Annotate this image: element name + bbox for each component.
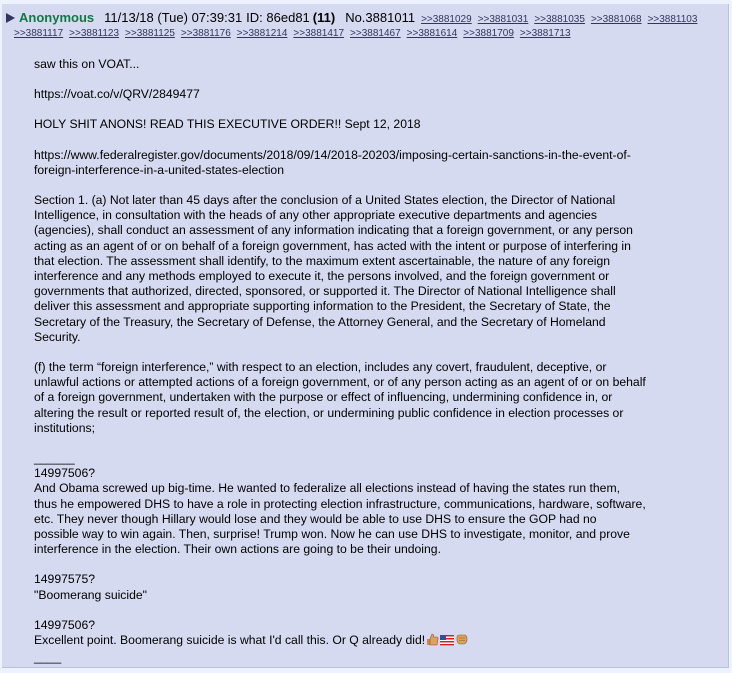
message-line: [34, 588, 694, 603]
message-line-text: governments that authorized, directed, sponsored, or supported it. The Director of National Intelligence shall: [34, 284, 616, 299]
blank-line: [34, 603, 694, 618]
blank-line: [34, 345, 694, 360]
blank-line: [34, 72, 694, 87]
message-line: [34, 87, 694, 102]
message-line-text: Intelligence, in consultation with the heads of any other appropriate executive departments and agencies: [34, 208, 598, 223]
post-header: [6, 9, 726, 28]
reply-link[interactable]: >>3881035: [534, 14, 585, 25]
message-line-text: Section 1. (a) Not later than 45 days after the conclusion of a United States election, the Director of National: [34, 193, 616, 208]
blank-line: [34, 102, 694, 117]
poster-id[interactable]: ID: 86ed81: [246, 10, 310, 25]
message-line: [34, 512, 694, 527]
message-line: [34, 633, 694, 650]
message-line: [34, 390, 694, 405]
message-line-text: saw this on VOAT...: [34, 57, 140, 71]
blank-line: [34, 133, 694, 148]
message-line: [34, 497, 694, 512]
reply-link[interactable]: >>3881068: [590, 14, 642, 25]
blank-line: [34, 557, 694, 572]
message-line-text: interference and any methods employed to execute it, the persons involved, and the foreign government or: [34, 269, 610, 284]
message-line-text: of a foreign government, undertaken with the purpose or effect of influencing, undermining confidence in, or: [34, 390, 613, 405]
message-line-text: institutions;: [34, 420, 95, 435]
message-line-text: HOLY SHIT ANONS! READ THIS EXECUTIVE ORDER!! Sept 12, 2018: [34, 117, 421, 132]
message-line: [34, 223, 694, 238]
message-line-text: interference in the election. Their own actions are going to be their undoing.: [34, 542, 441, 557]
message-line: [34, 421, 694, 436]
message-line-text: altering the result or reported result of, the election, or undermining public confidence in election processes or: [34, 405, 624, 420]
message-line: [34, 451, 694, 466]
message-line: [34, 527, 694, 542]
message-line: [34, 163, 694, 178]
message-line: [34, 481, 694, 496]
post-menu-triangle-icon[interactable]: [6, 13, 15, 23]
us-flag-icon: [440, 635, 454, 650]
message-line-text: ______: [34, 451, 75, 466]
message-line-text: Excellent point. Boomerang suicide is what I'd call this. Or Q already did!: [34, 633, 426, 648]
message-line: [34, 466, 694, 481]
message-line-text: 14997506?: [34, 617, 96, 632]
message-line: [34, 57, 694, 72]
reply-link[interactable]: >>3881417: [293, 28, 345, 39]
message-line-text: And Obama screwed up big-time. He wanted to federalize all elections instead of having the states run them,: [34, 481, 620, 496]
message-line-text: "Boomerang suicide": [34, 587, 147, 602]
reply-link[interactable]: >>3881713: [519, 28, 571, 39]
message-line-text: etc. They never though Hillary would lose and they would be able to use DHS to ensure the GOP had no: [34, 511, 597, 526]
reply-link[interactable]: >>3881214: [236, 28, 288, 39]
thumbs-up-icon: [426, 633, 439, 650]
poster-id-count: (11): [312, 10, 336, 25]
blank-line: [34, 436, 694, 451]
message-line-text: (agencies), shall conduct an assessment of any information indicating that a foreign government, or any person: [34, 223, 633, 238]
reply-link[interactable]: >>3881709: [463, 28, 514, 39]
message-line-text: (f) the term “foreign interference,” with respect to an election, includes any covert, fraudulent, deceptive, or: [34, 360, 607, 375]
message-line-text: 14997506?: [34, 466, 96, 481]
message-line-text: thus he empowered DHS to have a role in protecting election infrastructure, communications, hardware, software,: [34, 496, 646, 511]
post-message: [34, 57, 694, 666]
message-line-text: possible way to win again. Then, surprise! Trump won. Now he can use DHS to investigate, monitor, and prove: [34, 527, 630, 542]
message-line-text: Security.: [34, 329, 81, 344]
message-line-text: acting as an agent of or on behalf of a foreign government, has acted with the intent or purpose of interfering in: [34, 238, 631, 253]
message-line: [34, 208, 694, 223]
post-datetime: 11/13/18 (Tue) 07:39:31: [104, 10, 243, 25]
message-line: [34, 406, 694, 421]
message-line: [34, 239, 694, 254]
message-line: [34, 117, 694, 132]
message-line: [34, 284, 694, 299]
message-line-text: foreign-interference-in-a-united-states-election: [34, 162, 284, 177]
message-line: [34, 193, 694, 208]
reply-link[interactable]: >>3881103: [647, 14, 698, 25]
message-line-text: deliver this assessment and appropriate supporting information to the President, the Secretary of State, the: [34, 299, 611, 314]
reply-links-row: [14, 27, 577, 41]
message-line: [34, 618, 694, 633]
reply-link[interactable]: >>3881029: [421, 14, 472, 25]
message-line: [34, 299, 694, 314]
post-reply: [2, 4, 729, 668]
reply-link[interactable]: >>3881031: [477, 14, 529, 25]
message-line: [34, 360, 694, 375]
message-line: [34, 375, 694, 390]
reply-link[interactable]: >>3881125: [125, 28, 175, 39]
message-line-text: unlawful actions or attempted actions of a foreign government, or of any person acting as an agent of or on behalf: [34, 375, 646, 390]
reply-link[interactable]: >>3881123: [69, 28, 120, 39]
message-line-text: that election. The assessment shall identify, to the maximum extent ascertainable, the nature of any foreign: [34, 253, 611, 268]
message-line: [34, 572, 694, 587]
message-line: [34, 269, 694, 284]
fist-bump-icon: [455, 633, 468, 650]
post-number[interactable]: No.3881011: [345, 10, 416, 25]
poster-name: Anonymous: [19, 10, 95, 25]
message-line-text: https://voat.co/v/QRV/2849477: [34, 87, 200, 102]
message-line: [34, 315, 694, 330]
message-line-text: Secretary of the Treasury, the Secretary of Defense, the Attorney General, and the Secretary of Homeland: [34, 314, 606, 329]
reply-link[interactable]: >>3881614: [406, 28, 458, 39]
message-line: [34, 148, 694, 163]
message-line: [34, 330, 694, 345]
message-line: [34, 254, 694, 269]
reply-link[interactable]: >>3881176: [180, 28, 231, 39]
message-line-text: ____: [34, 650, 62, 665]
reply-link[interactable]: >>3881117: [14, 28, 64, 39]
message-line-text: 14997575?: [34, 572, 96, 587]
reply-link[interactable]: >>3881467: [350, 28, 401, 39]
message-line: [34, 542, 694, 557]
message-line-text: https://www.federalregister.gov/documents/2018/09/14/2018-20203/imposing-certain-sanctions-in-the-event-of-: [34, 147, 631, 162]
message-line: [34, 650, 694, 665]
blank-line: [34, 178, 694, 193]
